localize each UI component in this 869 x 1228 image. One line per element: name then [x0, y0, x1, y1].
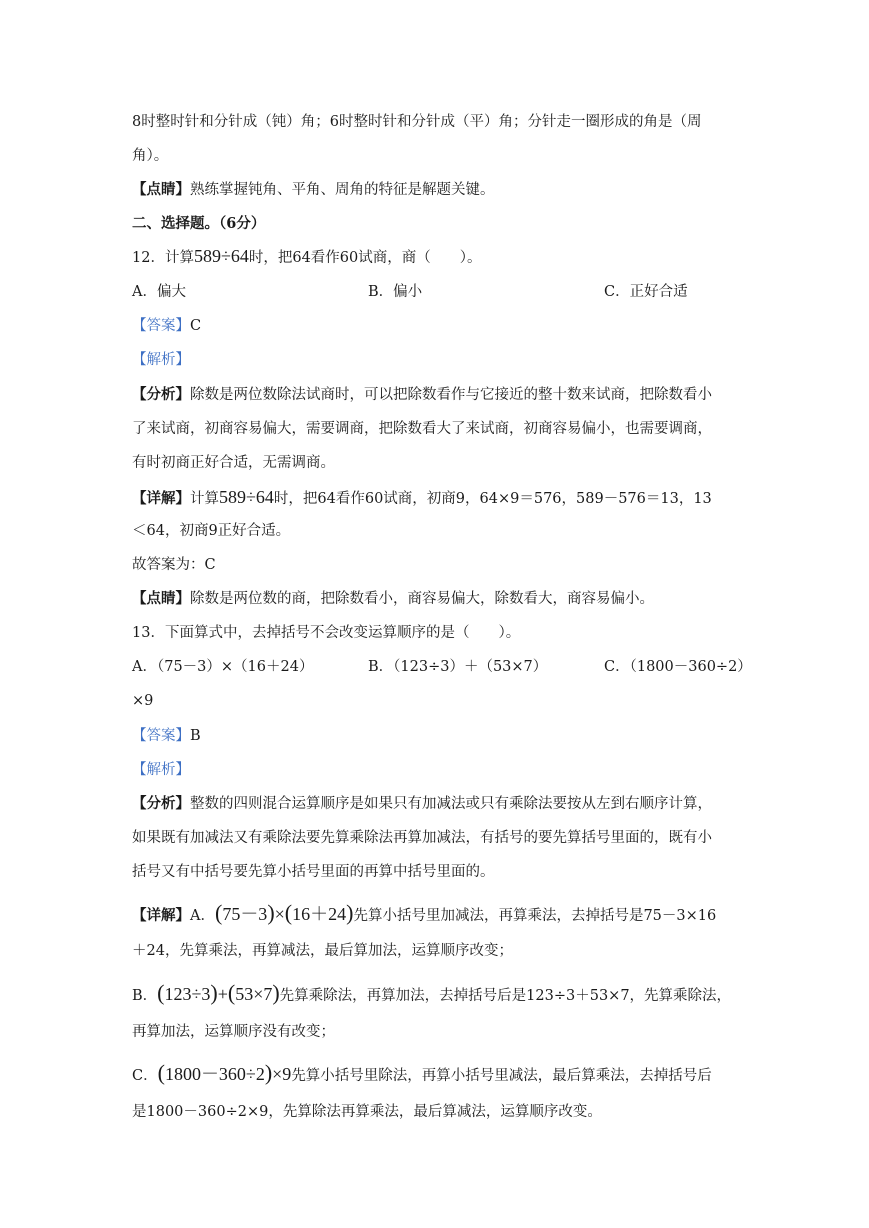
c-math-tail: ×9: [272, 1064, 292, 1084]
q13-fenxi-line-3: 括号又有中括号要先算小括号里面的再算中括号里面的。: [132, 864, 495, 880]
dianjing-label: 【点睛】: [132, 181, 190, 198]
c-text: 先算小括号里除法，再算小括号里减法，最后算乘法，去掉括号后: [291, 1068, 712, 1084]
fenxi-label: 【分析】: [132, 386, 190, 403]
q12-fenxi-line-3: 有时初商正好合适，无需调商。: [132, 455, 335, 471]
xiangjie-math: 589÷64: [219, 487, 274, 507]
q13-xiangjie-c-line-1: C．(1800－360÷2)×9先算小括号里除法，再算小括号里减法，最后算乘法，去掉括号后: [132, 1060, 712, 1085]
xiangjie-label: 【详解】: [132, 490, 190, 507]
option-c-prefix: C．: [132, 1068, 158, 1084]
c-math: 1800－360÷2: [164, 1064, 265, 1084]
q13-option-c: C．（1800－360÷2）: [604, 659, 752, 675]
xiangjie-label: 【详解】: [132, 907, 190, 924]
b-math-2: 53×7: [235, 984, 273, 1004]
q13-answer: [132, 726, 201, 746]
b-math-1: 123÷3: [164, 984, 211, 1004]
xiangjie-text: 时，把64看作60试商，初商9，64×9＝576，589－576＝13，13: [273, 491, 712, 507]
q12-xiangjie-line-2: ＜64，初商9正好合适。: [132, 523, 291, 539]
q13-option-a: A．（75－3）×（16＋24）: [132, 659, 314, 675]
q13-stem: 13．下面算式中，去掉括号不会改变运算顺序的是（ ）。: [132, 625, 521, 641]
b-text: 先算乘除法，再算加法，去掉括号后是123÷3＋53×7，先算乘除法，: [279, 988, 732, 1004]
xiangjie-pre: 计算: [190, 491, 219, 507]
q13-xiangjie-a-line-1: 【详解】A．(75－3)×(16＋24)先算小括号里加减法，再算乘法，去掉括号是75－3×16: [132, 900, 717, 925]
a-text: 先算小括号里加减法，再算乘法，去掉括号是75－3×16: [353, 908, 717, 924]
prev-answer-line-1: 8时整时针和分针成（钝）角；6时整时针和分针成（平）角；分针走一圈形成的角是（周: [132, 114, 702, 130]
q12-prefix: 12．计算: [132, 250, 194, 266]
answer-value: B: [190, 728, 201, 744]
q13-option-c-continued: ×9: [132, 693, 154, 709]
dianjing-text: 除数是两位数的商，把除数看小，商容易偏大，除数看大，商容易偏小。: [190, 591, 654, 607]
answer-label: 【答案】: [132, 728, 190, 744]
q12-stem: [132, 246, 482, 268]
q12-fenxi-line-2: 了来试商，初商容易偏大，需要调商，把除数看大了来试商，初商容易偏小，也需要调商，: [132, 421, 712, 437]
dianjing-label: 【点睛】: [132, 590, 190, 607]
a-math-2: 16＋24: [292, 904, 347, 924]
prev-dianjing: [132, 180, 495, 200]
q12-option-b: B．偏小: [368, 284, 423, 300]
a-math-1: 75－3: [222, 904, 268, 924]
q12-dianjing: [132, 589, 654, 609]
q13-xiangjie-b-line-1: B．(123÷3)+(53×7)先算乘除法，再算加法，去掉括号后是123÷3＋53×7，先算乘除法，: [132, 980, 732, 1005]
q12-fenxi-line-1: [132, 385, 712, 405]
q12-suffix: 时，把64看作60试商，商（ ）。: [248, 250, 482, 266]
answer-value: C: [190, 318, 202, 334]
q12-option-a: A．偏大: [132, 284, 186, 300]
q13-option-b: B．（123÷3）＋（53×7）: [368, 659, 548, 675]
q12-jiexi-label: 【解析】: [132, 352, 190, 368]
answer-label: 【答案】: [132, 318, 190, 334]
fenxi-text: 除数是两位数除法试商时，可以把除数看作与它接近的整十数来试商，把除数看小: [190, 387, 712, 403]
q13-xiangjie-b-line-2: 再算加法，运算顺序没有改变；: [132, 1024, 335, 1040]
q13-fenxi-line-1: [132, 794, 712, 814]
prev-answer-line-2: 角）。: [132, 148, 169, 164]
option-a-prefix: A．: [190, 908, 215, 924]
fenxi-text: 整数的四则混合运算顺序是如果只有加减法或只有乘除法要按从左到右顺序计算，: [190, 796, 712, 812]
q13-xiangjie-a-line-2: ＋24，先算乘法，再算减法，最后算加法，运算顺序改变；: [132, 943, 513, 959]
q12-conclusion: 故答案为：C: [132, 557, 216, 573]
option-b-prefix: B．: [132, 988, 158, 1004]
q12-answer: [132, 316, 201, 336]
dianjing-text: 熟练掌握钝角、平角、周角的特征是解题关键。: [190, 182, 495, 198]
q13-xiangjie-c-line-2: 是1800－360÷2×9，先算除法再算乘法，最后算减法，运算顺序改变。: [132, 1104, 602, 1120]
q13-jiexi-label: 【解析】: [132, 762, 190, 778]
fenxi-label: 【分析】: [132, 795, 190, 812]
q13-fenxi-line-2: 如果既有加减法又有乘除法要先算乘除法再算加减法，有括号的要先算括号里面的，既有小: [132, 830, 712, 846]
q12-math: 589÷64: [193, 246, 249, 266]
q12-xiangjie-line-1: [132, 487, 712, 509]
section-title: 二、选择题。（6分）: [132, 215, 266, 232]
q12-option-c: C．正好合适: [604, 284, 688, 300]
